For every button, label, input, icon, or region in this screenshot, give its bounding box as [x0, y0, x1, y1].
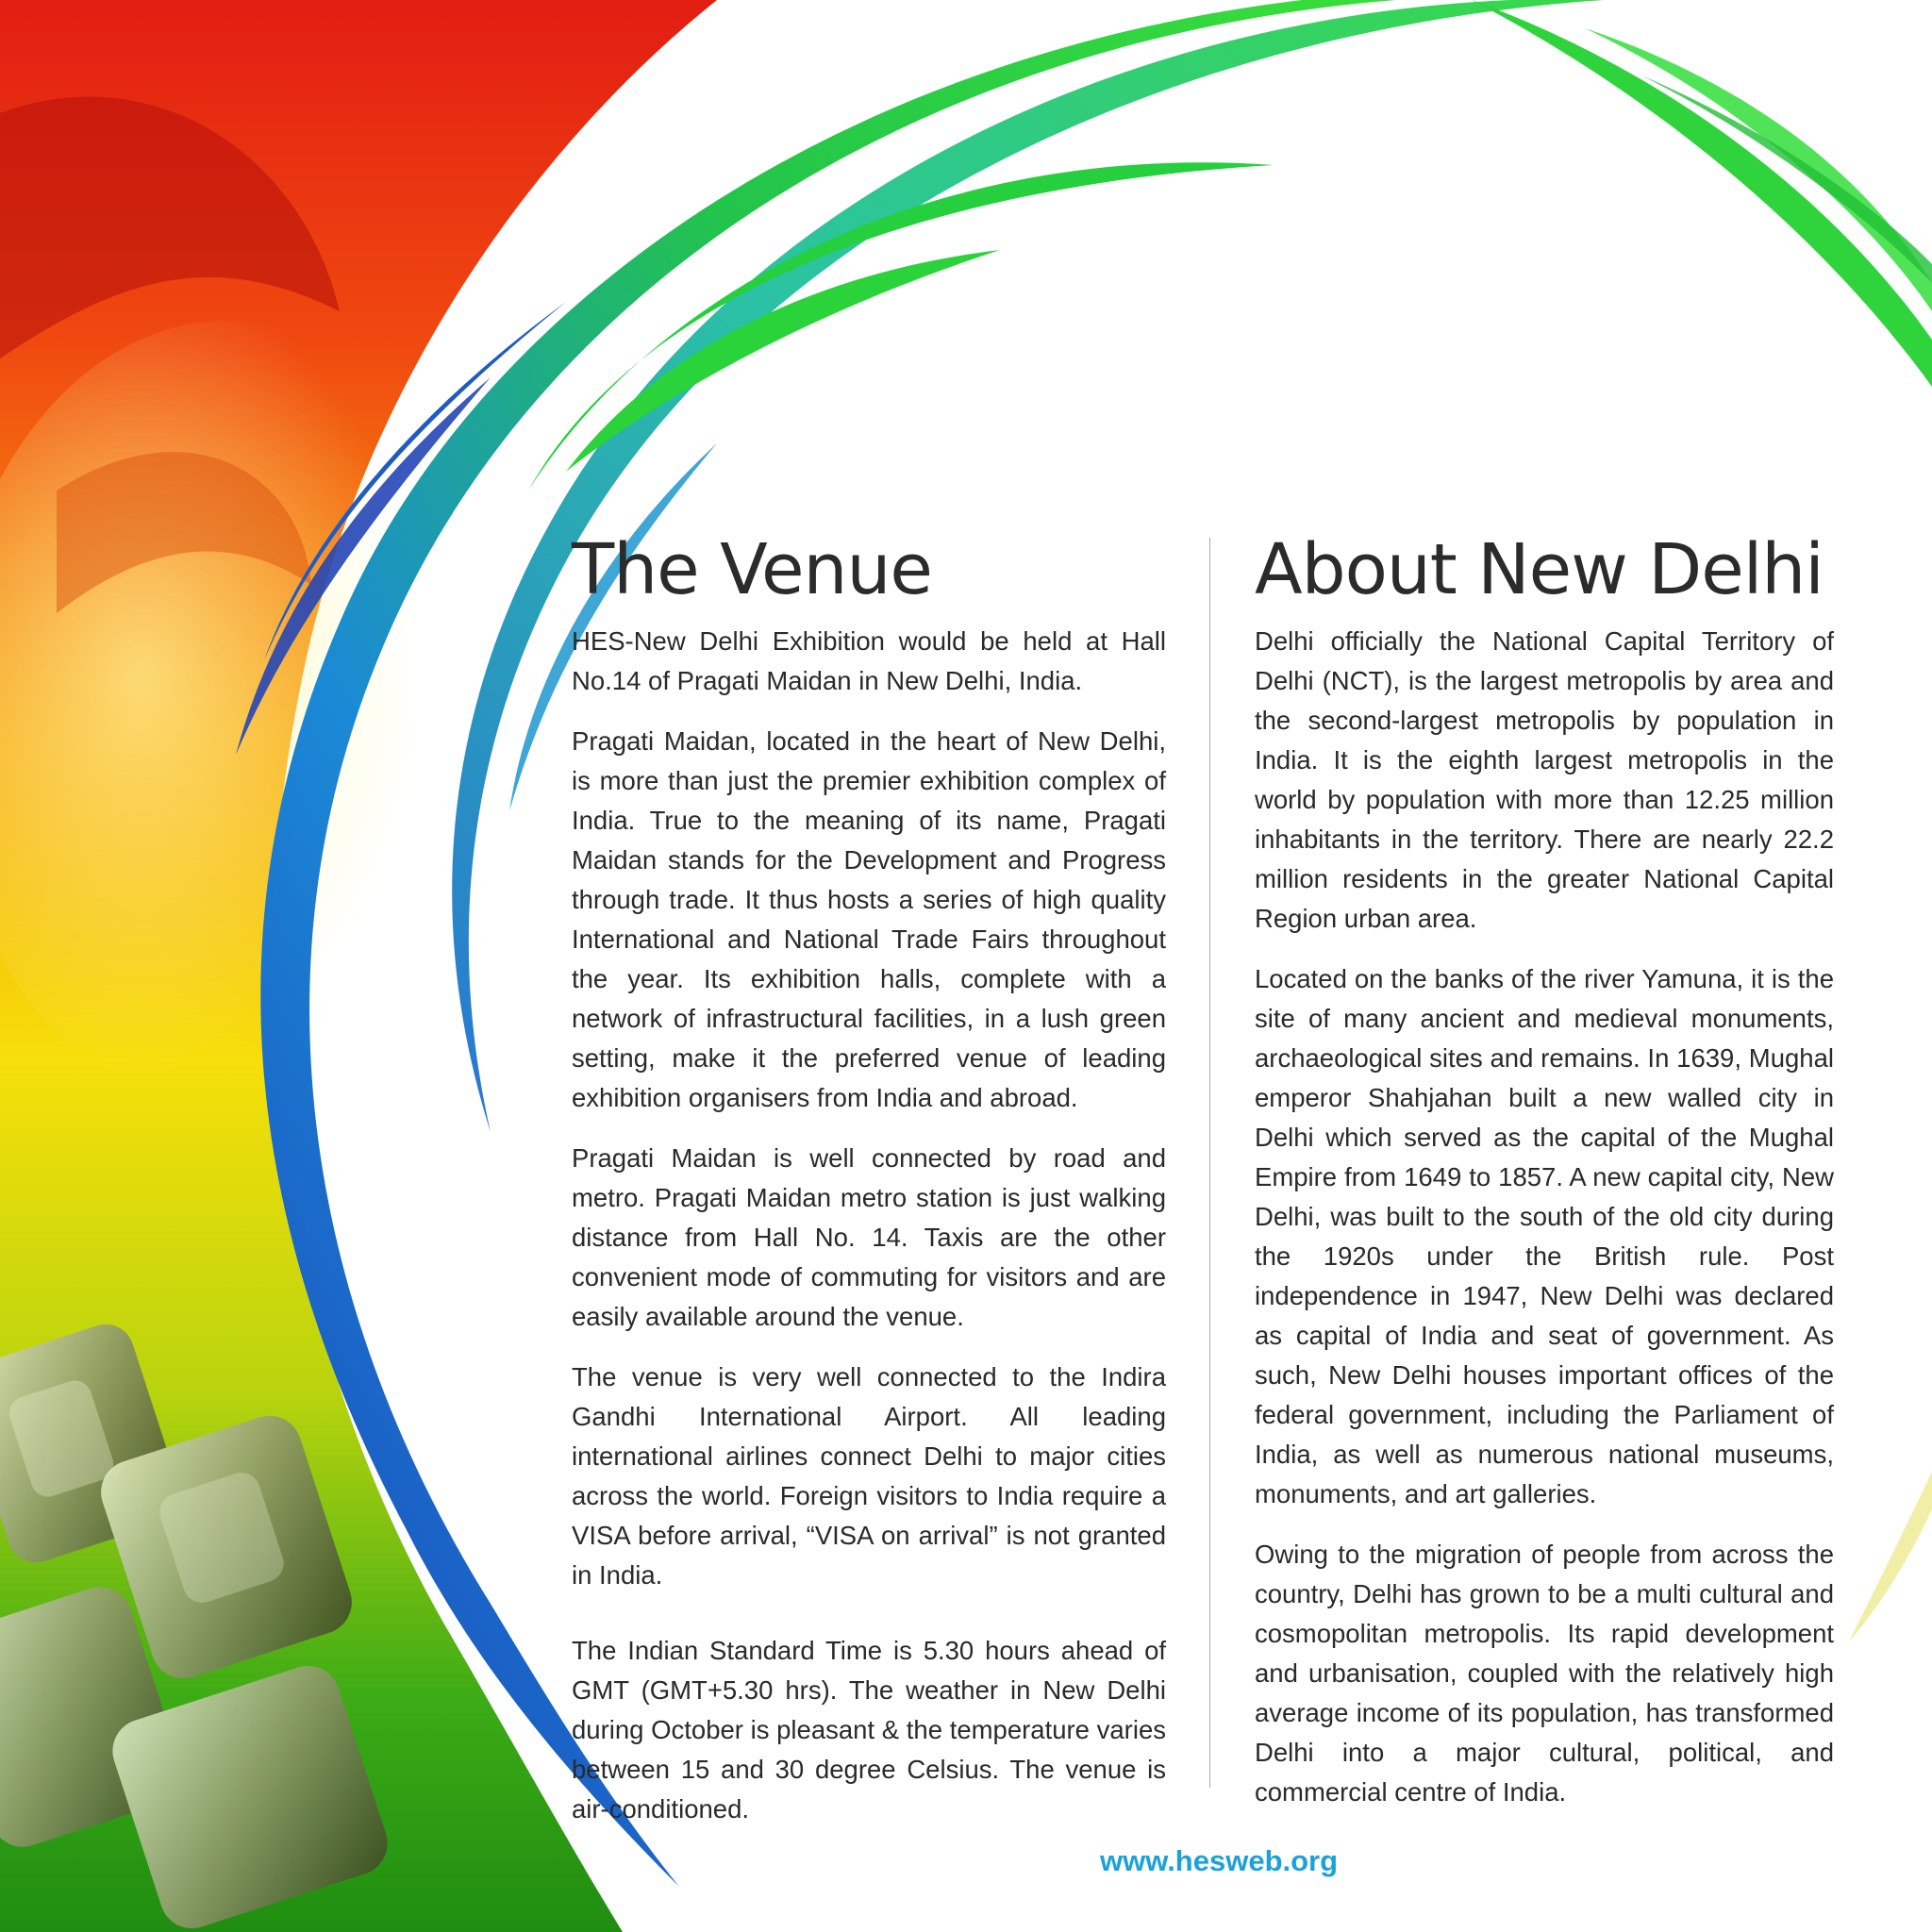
venue-paragraph-4: The venue is very well connected to the Indira Gandhi International Airport. All leading international airlines connect Delhi to major cities across the world. Foreign visitors to India require a VISA before arrival, “VISA on arrival” is not granted in India. — [572, 1362, 1166, 1590]
column-divider — [1209, 538, 1210, 1788]
about-paragraph-2: Located on the banks of the river Yamuna, it is the site of many ancient and medieval monuments, archaeological sites and remains. In 1639, Mughal emperor Shahjahan built a new walled city in Delhi which served as the capital of the Mughal Empire from 1649 to 1857. A new capital city, New Delhi, was built to the south of the old city during the 1920s under the British rule. Post independence in 1947, New Delhi was declared as capital of India and seat of government. As such, New Delhi houses important offices of the federal government, including the Parliament of India, as well as numerous national museums, monuments, and art galleries. — [1255, 964, 1834, 1508]
venue-paragraph-2: Pragati Maidan, located in the heart of New Delhi, is more than just the premier exhibition complex of India. True to the meaning of its name, Pragati Maidan stands for the Development and Progress through trade. It thus hosts a series of high quality International and National Trade Fairs throughout the year. Its exhibition halls, complete with a network of infrastructural facilities, in a lush green setting, make it the preferred venue of leading exhibition organisers from India and abroad. — [572, 726, 1166, 1112]
website-link[interactable]: www.hesweb.org — [1100, 1844, 1339, 1877]
about-paragraph-1: Delhi officially the National Capital Territory of Delhi (NCT), is the largest metropolis by area and the second-largest metropolis by population in India. It is the eighth largest metropolis in the world by population with more than 12.25 million inhabitants in the territory. There are nearly 22.2 million residents in the greater National Capital Region urban area. — [1255, 626, 1834, 933]
venue-heading: The Venue — [572, 529, 932, 610]
about-heading: About New Delhi — [1255, 529, 1824, 610]
venue-paragraph-1: HES-New Delhi Exhibition would be held at Hall No.14 of Pragati Maidan in New Delhi, India. — [572, 626, 1166, 695]
about-paragraph-3: Owing to the migration of people from across the country, Delhi has grown to be a multi cultural and cosmopolitan metropolis. Its rapid development and urbanisation, coupled with the relatively high average income of its population, has transformed Delhi into a major cultural, political, and commercial centre of India. — [1255, 1540, 1834, 1807]
venue-paragraph-5: The Indian Standard Time is 5.30 hours ahead of GMT (GMT+5.30 hrs). The weather in New Delhi during October is pleasant & the temperature varies between 15 and 30 degree Celsius. The venue is air-conditioned. — [572, 1636, 1166, 1824]
about-section — [1255, 524, 1834, 1833]
venue-section — [572, 524, 1166, 1850]
venue-paragraph-3: Pragati Maidan is well connected by road and metro. Pragati Maidan metro station is just walking distance from Hall No. 14. Taxis are the other convenient mode of commuting for visitors and are easily available around the venue. — [572, 1143, 1166, 1331]
